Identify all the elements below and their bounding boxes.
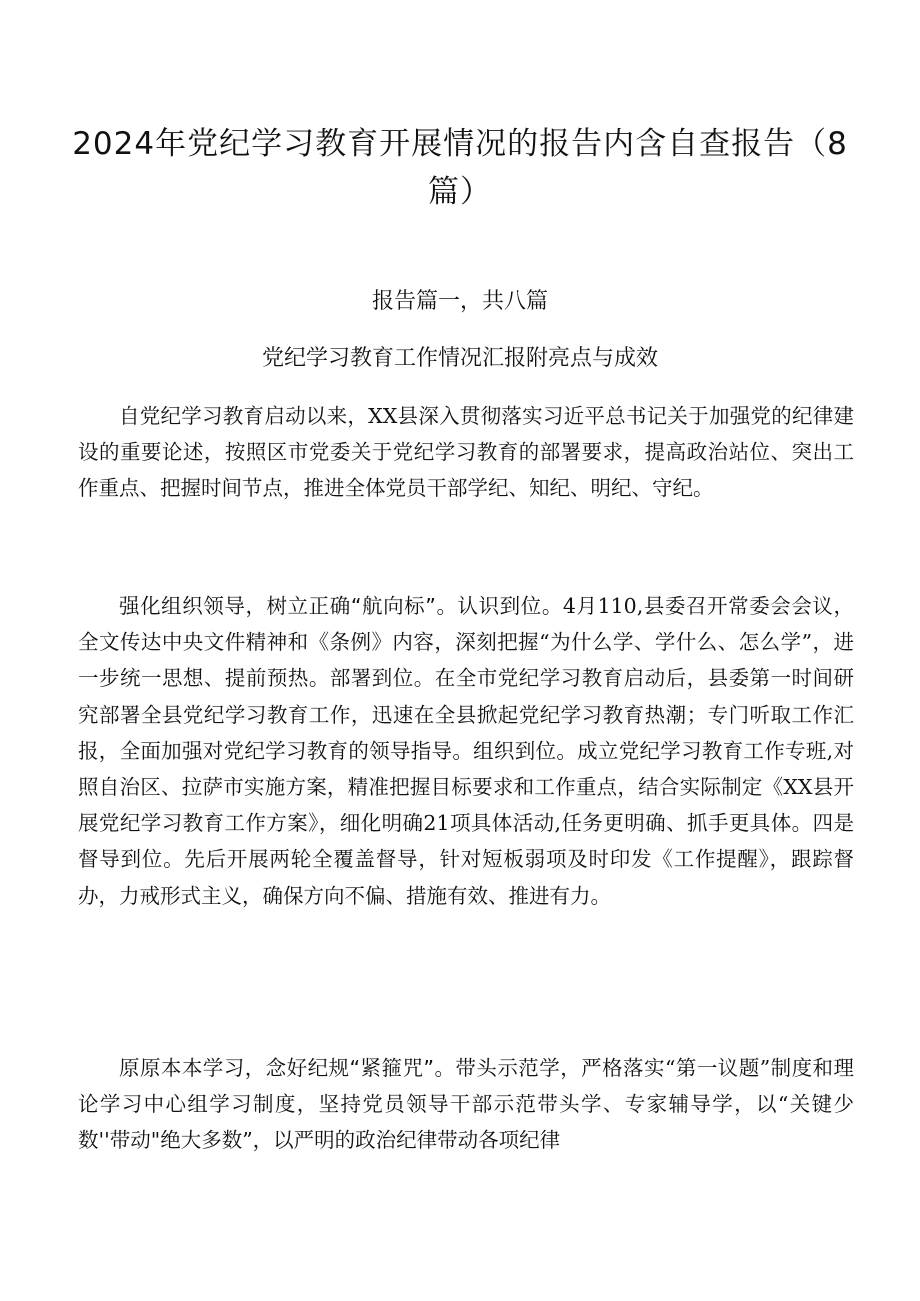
paragraph-study xyxy=(78,1050,854,1159)
paragraph-organization xyxy=(78,588,854,914)
section-heading: 报告篇一，共八篇 xyxy=(371,289,548,314)
document-title: 2024年党纪学习教育开展情况的报告内含自查报告（8篇） xyxy=(72,126,848,210)
paragraph-body: 自党纪学习教育启动以来，XX县深入贯彻落实习近平总书记关于加强党的纪律建设的重要论述，按照区市党委关于党纪学习教育的部署要求，提高政治站位、突出工作重点、把握时间节点，推进全体党员干部学纪、知纪、明纪、守纪。 xyxy=(78,404,854,501)
paragraph-intro xyxy=(78,398,854,507)
sub-heading: 党纪学习教育工作情况汇报附亮点与成效 xyxy=(261,346,658,371)
paragraph-lead: 强化组织领导，树立正确“航向标” xyxy=(119,594,436,618)
paragraph-body: 。带头示范学，严格落实“第一议题”制度和理论学习中心组学习制度，坚持党员领导干部示范带头学、专家辅导学，以“关键少数''带动"绝大多数”，以严明的政治纪律带动各项纪律 xyxy=(78,1056,854,1153)
paragraph-lead: 原原本本学习，念好纪规“紧箍咒” xyxy=(119,1056,435,1080)
paragraph-body: 。认识到位。4月110,县委召开常委会会议，全文传达中央文件精神和《条例》内容，深刻把握“为什么学、学什么、怎么学”，进一步统一思想、提前预热。部署到位。在全市党纪学习教育启动后，县委第一时间研究部署全县党纪学习教育工作，迅速在全县掀起党纪学习教育热潮；专门听取工作汇报，全面加强对党纪学习教育的领导指导。组织到位。成立党纪学习教育工作专班,对照自治区、拉萨市实施方案，精准把握目标要求和工作重点，结合实际制定《XX县开展党纪学习教育工作方案》，细化明确21项具体活动,任务更明确、抓手更具体。四是督导到位。先后开展两轮全覆盖督导，针对短板弱项及时印发《工作提醒》，跟踪督办，力戒形式主义，确保方向不偏、措施有效、推进有力。 xyxy=(78,594,854,908)
